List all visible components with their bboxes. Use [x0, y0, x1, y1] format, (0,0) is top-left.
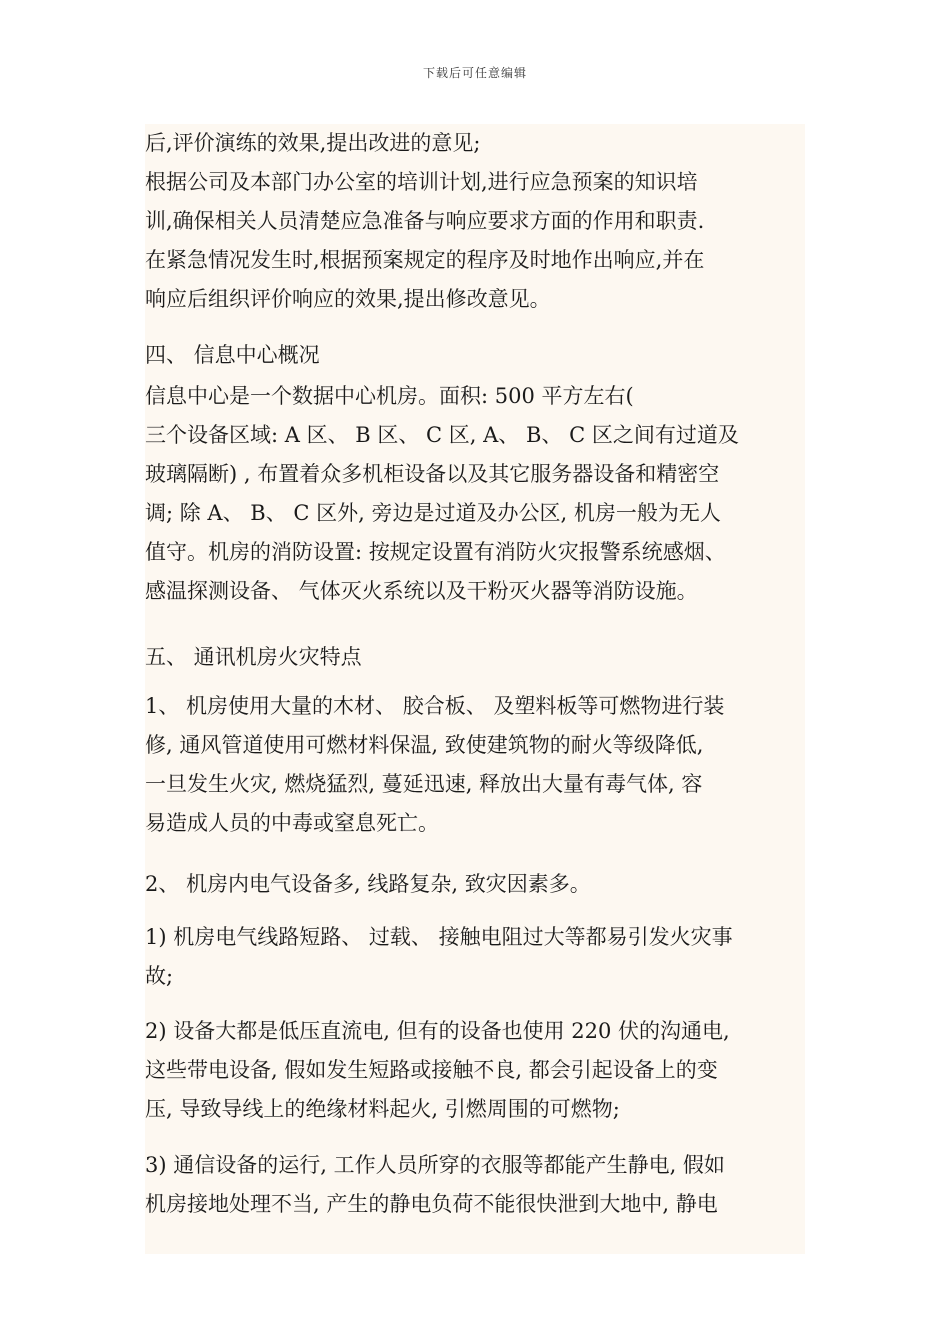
- text-line: 修, 通风管道使用可燃材料保温, 致使建筑物的耐火等级降低,: [145, 733, 704, 757]
- text-line: 2) 设备大都是低压直流电, 但有的设备也使用 220 伏的沟通电,: [145, 1019, 730, 1043]
- text-line: 在紧急情况发生时,根据预案规定的程序及时地作出响应,并在: [145, 248, 705, 272]
- text-line: 易造成人员的中毒或窒息死亡。: [145, 811, 439, 835]
- heading-text: 四、 信息中心概况: [145, 343, 320, 367]
- text-line: 机房接地处理不当, 产生的静电负荷不能很快泄到大地中, 静电: [145, 1192, 718, 1216]
- paragraph: [145, 124, 805, 163]
- heading-text: 五、 通讯机房火灾特点: [145, 645, 362, 669]
- paragraph: [145, 687, 805, 843]
- text-line: 2、 机房内电气设备多, 线路复杂, 致灾因素多。: [145, 872, 591, 896]
- text-line: 调; 除 A、 B、 C 区外, 旁边是过道及办公区, 机房一般为无人: [145, 501, 721, 525]
- text-line: 响应后组织评价响应的效果,提出修改意见。: [145, 287, 551, 311]
- paragraph: [145, 1146, 805, 1224]
- text-line: 三个设备区域: A 区、 B 区、 C 区, A、 B、 C 区之间有过道及: [145, 423, 739, 447]
- page-header: 下载后可任意编辑: [422, 66, 527, 80]
- text-line: 这些带电设备, 假如发生短路或接触不良, 都会引起设备上的变: [145, 1058, 718, 1082]
- text-line: 后,评价演练的效果,提出改进的意见;: [145, 131, 481, 155]
- section-heading: [145, 336, 805, 375]
- text-line: 故;: [145, 964, 174, 988]
- paragraph: [145, 377, 805, 611]
- paragraph: [145, 1012, 805, 1129]
- paragraph: [145, 241, 805, 319]
- document-body: [145, 124, 805, 1254]
- section-heading: [145, 638, 805, 677]
- paragraph: [145, 865, 805, 904]
- paragraph: [145, 163, 805, 241]
- text-line: 3) 通信设备的运行, 工作人员所穿的衣服等都能产生静电, 假如: [145, 1153, 725, 1177]
- text-line: 1) 机房电气线路短路、 过载、 接触电阻过大等都易引发火灾事: [145, 925, 733, 949]
- text-line: 信息中心是一个数据中心机房。面积: 500 平方左右(: [145, 384, 634, 408]
- text-line: 压, 导致导线上的绝缘材料起火, 引燃周围的可燃物;: [145, 1097, 620, 1121]
- text-line: 根据公司及本部门办公室的培训计划,进行应急预案的知识培: [145, 170, 698, 194]
- text-line: 训,确保相关人员清楚应急准备与响应要求方面的作用和职责.: [145, 209, 705, 233]
- text-line: 感温探测设备、 气体灭火系统以及干粉灭火器等消防设施。: [145, 579, 698, 603]
- text-line: 一旦发生火灾, 燃烧猛烈, 蔓延迅速, 释放出大量有毒气体, 容: [145, 772, 703, 796]
- text-line: 值守。机房的消防设置: 按规定设置有消防火灾报警系统感烟、: [145, 540, 726, 564]
- text-line: 玻璃隔断) , 布置着众多机柜设备以及其它服务器设备和精密空: [145, 462, 720, 486]
- text-line: 1、 机房使用大量的木材、 胶合板、 及塑料板等可燃物进行装: [145, 694, 725, 718]
- paragraph: [145, 918, 805, 996]
